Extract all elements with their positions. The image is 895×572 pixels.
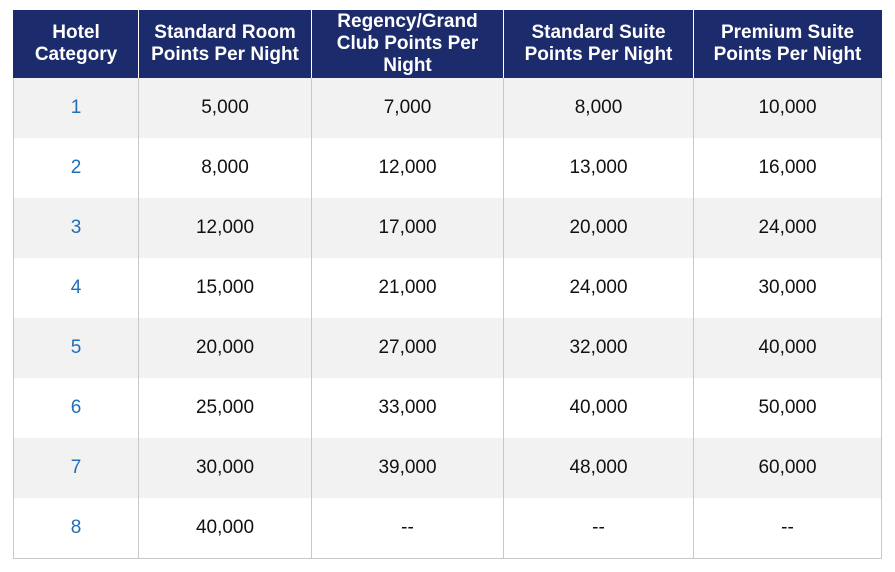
category-cell: 1 bbox=[14, 78, 139, 138]
regency-grand-club-cell: 39,000 bbox=[312, 438, 504, 498]
standard-suite-cell: 40,000 bbox=[504, 378, 694, 438]
standard-room-cell: 8,000 bbox=[139, 138, 312, 198]
standard-room-cell: 25,000 bbox=[139, 378, 312, 438]
premium-suite-cell: 60,000 bbox=[694, 438, 882, 498]
category-cell: 5 bbox=[14, 318, 139, 378]
category-cell: 7 bbox=[14, 438, 139, 498]
standard-room-cell: 5,000 bbox=[139, 78, 312, 138]
table-row bbox=[14, 318, 882, 378]
regency-grand-club-cell: 7,000 bbox=[312, 78, 504, 138]
standard-room-cell: 40,000 bbox=[139, 498, 312, 559]
premium-suite-cell: 24,000 bbox=[694, 198, 882, 258]
premium-suite-cell: 10,000 bbox=[694, 78, 882, 138]
table-row bbox=[14, 498, 882, 559]
header-regency-grand-club-points: Regency/Grand Club Points Per Night bbox=[312, 10, 504, 78]
category-cell: 3 bbox=[14, 198, 139, 258]
regency-grand-club-cell: 17,000 bbox=[312, 198, 504, 258]
header-row bbox=[14, 10, 882, 78]
table-row bbox=[14, 198, 882, 258]
regency-grand-club-cell: 27,000 bbox=[312, 318, 504, 378]
standard-suite-cell: -- bbox=[504, 498, 694, 559]
category-cell: 6 bbox=[14, 378, 139, 438]
table-row bbox=[14, 378, 882, 438]
header-hotel-category: Hotel Category bbox=[14, 10, 139, 78]
standard-suite-cell: 24,000 bbox=[504, 258, 694, 318]
regency-grand-club-cell: 21,000 bbox=[312, 258, 504, 318]
table-header bbox=[14, 10, 882, 78]
regency-grand-club-cell: 12,000 bbox=[312, 138, 504, 198]
table-row bbox=[14, 138, 882, 198]
standard-suite-cell: 32,000 bbox=[504, 318, 694, 378]
award-points-table bbox=[13, 10, 882, 559]
category-cell: 8 bbox=[14, 498, 139, 559]
table-row bbox=[14, 78, 882, 138]
premium-suite-cell: 30,000 bbox=[694, 258, 882, 318]
standard-suite-cell: 48,000 bbox=[504, 438, 694, 498]
premium-suite-cell: 16,000 bbox=[694, 138, 882, 198]
points-table-container bbox=[13, 10, 882, 559]
category-cell: 4 bbox=[14, 258, 139, 318]
header-standard-room-points: Standard Room Points Per Night bbox=[139, 10, 312, 78]
standard-room-cell: 15,000 bbox=[139, 258, 312, 318]
standard-room-cell: 12,000 bbox=[139, 198, 312, 258]
standard-room-cell: 30,000 bbox=[139, 438, 312, 498]
standard-room-cell: 20,000 bbox=[139, 318, 312, 378]
regency-grand-club-cell: 33,000 bbox=[312, 378, 504, 438]
table-body bbox=[14, 78, 882, 559]
header-standard-suite-points: Standard Suite Points Per Night bbox=[504, 10, 694, 78]
table-row bbox=[14, 258, 882, 318]
table-row bbox=[14, 438, 882, 498]
standard-suite-cell: 20,000 bbox=[504, 198, 694, 258]
regency-grand-club-cell: -- bbox=[312, 498, 504, 559]
standard-suite-cell: 8,000 bbox=[504, 78, 694, 138]
standard-suite-cell: 13,000 bbox=[504, 138, 694, 198]
premium-suite-cell: 50,000 bbox=[694, 378, 882, 438]
premium-suite-cell: 40,000 bbox=[694, 318, 882, 378]
category-cell: 2 bbox=[14, 138, 139, 198]
header-premium-suite-points: Premium Suite Points Per Night bbox=[694, 10, 882, 78]
premium-suite-cell: -- bbox=[694, 498, 882, 559]
